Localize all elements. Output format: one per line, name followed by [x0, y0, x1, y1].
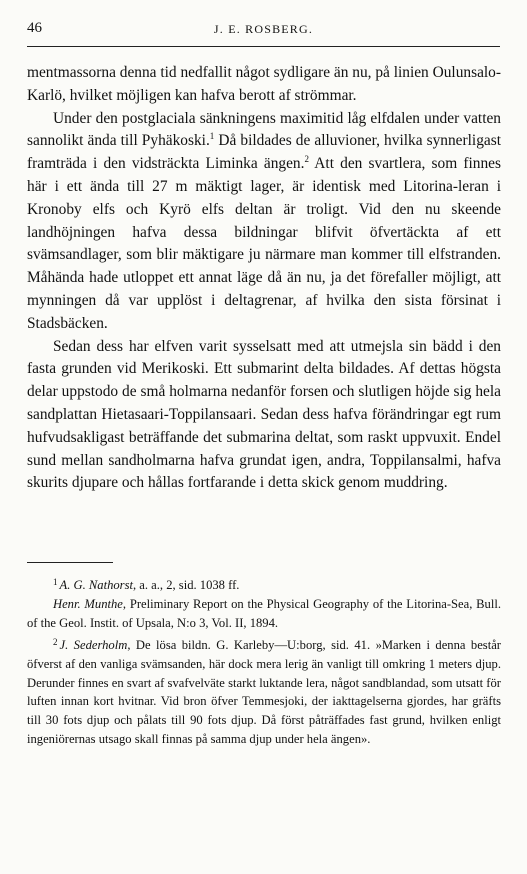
footnote-1b-author: Henr. Munthe — [53, 596, 123, 611]
footnote-1b-text: , Preliminary Report on the Physical Geography of the Litorina-Sea, Bull. of the Geol. Instit. of Upsala, N:o 3, Vol. II, 1894. — [27, 596, 501, 630]
footnote-ref-2: 2 — [304, 154, 309, 165]
footnote-1 — [27, 573, 501, 595]
header-rule — [27, 46, 500, 47]
page-number: 46 — [27, 20, 42, 36]
paragraph-2-part-b: Då bildades de alluvioner, hvilka synnerligast framträda i den vidsträckta Liminka ängen. — [27, 132, 501, 173]
paragraph-3: Sedan dess har elfven varit sysselsatt med att utmejsla sin bädd i den fasta grunden vid Merikoski. Ett submarint delta bildades. Af dettas högsta delar uppstodo de små holmarna nedanför forsen och slutligen höjde sig hela sandplattan Hietasaari-Toppilansaari. Sedan dess hafva förändringar egt rum hufvudsakligast beträffande det submarina deltat, som raskt uppvuxit. Endel sund mellan sandholmarna hafva grundat igen, andra, Toppilansalmi, hafva skurits djupare och hållas fortfarande i detta skick genom muddring. — [27, 337, 501, 492]
footnote-1-author: A. G. Nathorst — [59, 578, 133, 592]
footnote-rule — [27, 562, 113, 563]
body-text — [27, 62, 501, 495]
running-head: J. E. ROSBERG. — [213, 22, 314, 36]
footnote-2-author: J. Sederholm — [59, 637, 128, 652]
footnote-1b — [27, 595, 501, 633]
footnotes — [27, 573, 501, 749]
footnote-2-number: 2 — [53, 636, 58, 647]
footnote-1-text: , a. a., 2, sid. 1038 ff. — [132, 578, 240, 592]
footnote-2-text: , De lösa bildn. G. Karleby—U:borg, sid. 41. »Marken i denna består öfverst af den vanliga svämsanden, här dock mera lerig än vanligt till omkring 1 meters djup. Derunder finnes en svart af svafvelväte starkt luktande lera, något sandblandad, som utsatt för luften innan kort hvitnar. Vid bron öfver Temmesjoki, der iakttagelserna gjordes, har gräfts till 30 fots djup och pålats till 90 fots djup. Då först påträffades fast grund, hvilken enligt ingeniörernas utsago skall finnas på samma djup under hela ängen». — [27, 637, 501, 747]
footnote-ref-1: 1 — [209, 131, 215, 142]
paragraph-2-part-c: Att den svartlera, som finnes här i ett ända till 27 m mäktigt lager, är identisk med Litorina-leran i Kronoby elfs och Kyrö elfs deltan är troligt. Vid den nu skeende landhöjningen hafva dessa bildningar blifvit öfvertäckta af ett svämsandlager, som blir mäktigare ju närmare man kommer till elfstranden. Måhända hade utloppet ett annat läge då än nu, ja det förefaller möjligt, att mynningen då var upplöst i deltagrenar, af hvilka den sista försinat i Stadsbäcken. — [27, 155, 501, 332]
paragraph-2-part-a: Under den postglaciala sänkningens maximitid låg elfdalen under vatten sannolikt ända till Pyhäkoski. — [27, 109, 501, 150]
paragraph-2 — [27, 108, 501, 336]
footnote-2 — [27, 633, 501, 749]
paragraph-1: mentmassorna denna tid nedfallit något sydligare än nu, på linien Oulunsalo-Karlö, hvilket möjligen kan hafva berott af strömmar. — [27, 64, 501, 104]
footnote-1-number: 1 — [53, 577, 58, 587]
